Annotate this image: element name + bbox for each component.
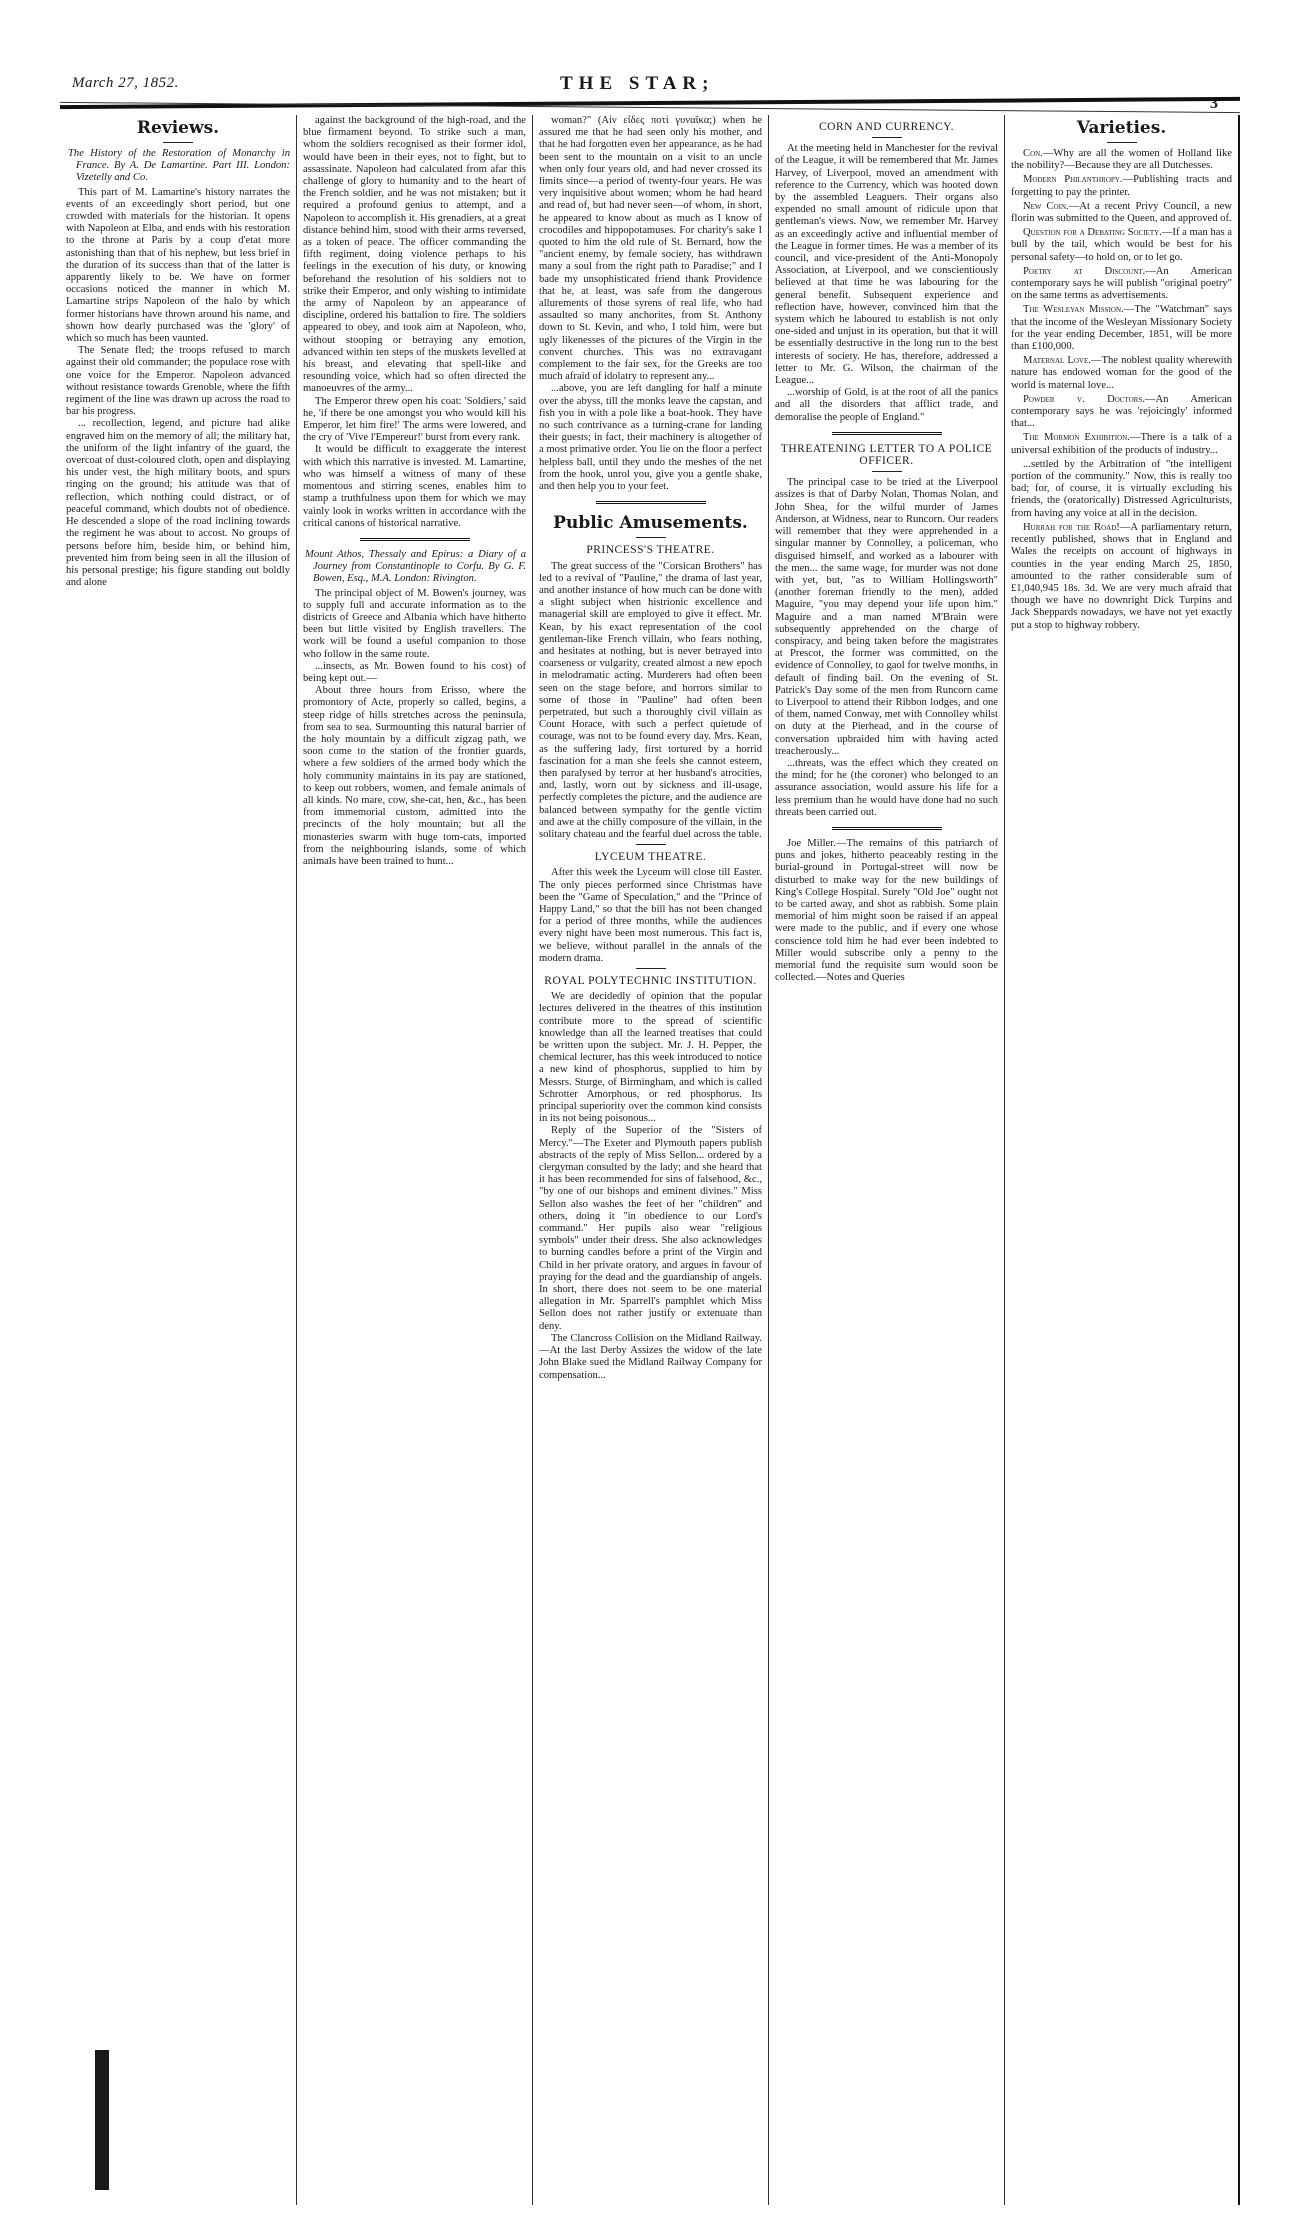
paragraph-joe-miller: Joe Miller.—The remains of this patriarch of puns and jokes, hitherto peaceably resting in the burial-ground in Portugal-street will now be disturbed to make way for the new buildings of King's College Hospital. Surely "Old Joe" ought not to be carted away, and shot as rabbish. Some plain memorial of him might soon be raised if an appeal were made to the public, and if every one whose conscience told him he had ever been indebted to Miller would subscribe only a penny to the memorial fund the requisite sum would soon be collected.—Notes and Queries [775, 837, 998, 984]
variety-item: Con.—Why are all the women of Holland like the nobility?—Because they are all Dutchesses. [1011, 148, 1232, 172]
section-heading-public-amusements: Public Amusements. [553, 513, 748, 534]
column-reviews-cont [296, 115, 532, 2205]
column-varieties [1004, 115, 1240, 2205]
paragraph: ... recollection, legend, and picture had alike engraved him on the memory of all; the military hat, the uniform of the light infantry of the guard, the overcoat of dust-coloured cloth, open and displaying his under vest, the high military boots, and spurs ringing on the ground; his attitude was that of reflection, which nothing could distract, or of peaceful command, which doubts not of obedience. He descended a slope of the road inclining towards the regiment he was about to accost. No groups of persons before him, beside him, or behind him, prevented him from being seen in all the illusion of his personal prestige; his figure standing out boldly and alone [66, 418, 290, 589]
book-title: The History of the Restoration of Monarchy in France. By A. De Lamartine. Part III. London: Vizetelly and Co. [68, 148, 290, 184]
paragraph: The great success of the "Corsican Brothers" has led to a revival of "Pauline," the drama of last year, and another instance of how much can be done with a slight subject when histrionic excellence and managerial skill are employed to give it effect. Mr. Kean, by his exact representation of the cool gentleman-like French villain, who fears nothing, and hesitates at nothing, but is never betrayed into coarseness or vulgarity, created almost a new epoch in melodramatic acting. Murderers had often been seen on the stage before, and horrors similar to some of those in "Pauline" had often been perpetrated, but such a thoroughly civil villain as Count Horace, with such a perfect quietude of courage, was not to be found every day. Mrs. Kean, as the suffering lady, first tortured by a horrid fascination for a man she feels she cannot esteem, then paralysed by terror at her husband's atrocities, and, lastly, worn out by sickness and ill-usage, perfectly completes the picture, and the audience are balanced between sympathy for the gentle victim and awe at the chilly composure of the villain, in the solitary chateau and the fearful duel across the table. [539, 560, 762, 840]
subheading-lyceum-theatre: LYCEUM THEATRE. [594, 851, 707, 864]
divider-rule [360, 538, 470, 541]
columns [60, 115, 1240, 2205]
paragraph: ...above, you are left dangling for half a minute over the abyss, till the monks leave the capstan, and fish you in with a pole like a boat-hook. They have no such contrivance as a turning-crane for landing their guests; in fact, their machinery is altogether of a most primative order. You lie on the floor a perfect helpless ball, until they undo the meshes of the net from the hook, unrol you, give you a gentle shake, and then help you to your feet. [539, 383, 762, 493]
masthead [60, 75, 1240, 115]
divider-rule [832, 827, 942, 830]
paragraph: The Senate fled; the troops refused to march against their old commander; the populace rose with one voice for the Emperor. Napoleon advanced without resistance towards Grenoble, where the fifth regiment of the line was drawn up across the road to bar his progress. [66, 345, 290, 418]
paragraph: The principal object of M. Bowen's journey, was to supply full and accurate information as to the districts of Greece and Albania which have hitherto been but little visited by English travellers. The work will be found a useful companion to those who follow in the same route. [303, 587, 526, 660]
issue-date: March 27, 1852. [72, 75, 179, 91]
paragraph: We are decidedly of opinion that the popular lectures delivered in the theatres of this institution contribute more to the spread of scientific knowledge than all the learned treatises that could be written upon the subject. Mr. J. H. Pepper, the chemical lecturer, has this week introduced to notice a new kind of phosphorus, supplied to him by Messrs. Sturge, of Birmingham, and which is called Schrotter Amorphous, or red phosphorus. Its principal superiority over the common kind consists in its not being poisonous... [539, 991, 762, 1125]
binding-edge [95, 2050, 109, 2190]
divider [636, 844, 666, 845]
variety-item: Powder v. Doctors.—An American contemporary says he was 'rejoicingly' informed that... [1011, 393, 1232, 430]
section-heading-corn-currency: CORN AND CURRENCY. [819, 121, 954, 133]
paragraph: Reply of the Superior of the "Sisters of Mercy."—The Exeter and Plymouth papers publish abstracts of the reply of Miss Sellon... ordered by a clergyman consulted by the lady; and she heard that it has been recommended for sins of falsehood, &c., "by one of our bishops and eminent divines." Miss Sellon also washes the feet of her "children" and others, doing it "in obedience to our Lord's command." Her pupils also wear "religious symbols" under their dress. She also acknowledges to burning candles before a print of the Virgin and Child in her private oratory, and argues in favour of praying for the dead and the guardianship of angels. In short, there does not seem to be one material allegation in Mr. Sparrell's pamphlet which Miss Sellon does not rather justify or extenuate than deny. [539, 1125, 762, 1332]
page-number: 3 [1210, 95, 1218, 112]
paragraph: The Clancross Collision on the Midland Railway.—At the last Derby Assizes the widow of the late John Blake sued the Midland Railway Company for compensation... [539, 1332, 762, 1381]
divider-rule [832, 432, 942, 435]
paragraph: At the meeting held in Manchester for the revival of the League, it will be remembered that Mr. James Harvey, of Liverpool, moved an amendment with reference to the Currency, which was hooted down by the assembled Leaguers. Their organs also expended no small amount of ridicule upon that gentleman's views. Now, we remember Mr. Harvey as an exceedingly active and influential member of the League in former times. He was a member of its council, and vice-president of the Anti-Monopoly Association, at Liverpool, and we conscientiously believed at that time he was labouring for the general benefit. Subsequent experience and reflection have, however, convinced him that the system which he laboured to establish is not only one-sided and unjust in its operation, but that it will be essentially destructive in the long run to the best interests of society. He has, therefore, addressed a letter to Mr. G. Wilson, the chairman of the League... [775, 143, 998, 387]
divider [636, 537, 666, 538]
section-heading-threatening-letter: THREATENING LETTER TO A POLICE OFFICER. [780, 442, 993, 468]
paragraph: This part of M. Lamartine's history narrates the events of an exceedingly short period, but one crowded with materials for the historian. It opens with Napoleon at Elba, and ends with his restoration to the throne at Paris by a coup d'etat more astonishing than that of his nephew, but less brief in the duration of its success than that of the latter is apparently likely to be. We have on former occasions noticed the manner in which M. Lamartine strips Napoleon of the halo by which former historians have thrown around his name, and shown how dearly purchased was the 'glory' of which so much has been vaunted. [66, 186, 290, 345]
newspaper-title: THE STAR; [560, 73, 715, 94]
divider [1107, 142, 1137, 143]
variety-item: Question for a Debating Society.—If a man has a bull by the tail, which would be best for his personal safety—to hold on, or to let go. [1011, 227, 1232, 263]
paragraph: ...insects, as Mr. Bowen found to his cost) of being kept out.— [303, 660, 526, 684]
paragraph: ...threats, was the effect which they created on the mind; for he (the coroner) who belonged to an assurance association, would assure his life for a less premium than he would have done had no such threats been carried out. [775, 757, 998, 818]
paragraph: The Emperor threw open his coat: 'Soldiers,' said he, 'if there be one amongst you who would kill his Emperor, let him fire!' The arms were lowered, and the cry of 'Vive l'Empereur!' burst from every rank. [303, 395, 526, 444]
column-corn-currency [768, 115, 1004, 2205]
paragraph: woman?" (Αἰν εἶδες ποτὶ γυναῖκα;) when he assured me that he had seen only his mother, and that he had forgotten even her appearance, as he had been sent to the mountain on a visit to an uncle when only four years old, and had never crossed its limits since—a period of twenty-four years. He was very inquisitive about women; whom he had heard and read of, but had never seen—of whom, in short, he appeared to know about as much as I know of crocodiles and hippopotamuses. For charity's sake I quoted to him the old rule of St. Bernard, how the "ancient enemy, by female society, has withdrawn many a soul from the right path to Paradise;" and I bade my unsophisticated friend thank Providence that he, at least, was safe from the dangerous allurements of those syrens of real life, who had assaulted so many anchorites, from St. Anthony down to St. Kevin, and who, I told him, were but ugly likenesses of the pictures of the Virgin in the convent churches. This was no extravagant complement to the fair sex, for the Greeks are too much afraid of idolatry to represent any... [539, 115, 762, 383]
variety-item: The Mormon Exhibition.—There is a talk of a universal exhibition of the products of industry... [1011, 432, 1233, 456]
divider-rule [596, 501, 706, 504]
variety-item: New Coin.—At a recent Privy Council, a new florin was submitted to the Queen, and approved of. [1011, 200, 1233, 225]
variety-item: Maternal Love.—The noblest quality wherewith nature has endowed woman for the good of the world is maternal love... [1011, 355, 1232, 391]
column-amusements [532, 115, 768, 2205]
subheading-princess-theatre: PRINCESS'S THEATRE. [586, 544, 715, 557]
section-heading-reviews: Reviews. [136, 118, 220, 138]
divider [872, 137, 902, 138]
divider [872, 471, 902, 472]
paragraph: ...worship of Gold, is at the root of all the panics and all the disorders that afflict trade, and demoralise the people of England." [775, 387, 998, 423]
paragraph: It would be difficult to exaggerate the interest with which this narrative is invested. M. Lamartine, who was himself a witness of many of these momentous and stirring scenes, enables him to stamp a truthfulness upon them for which we may vainly look in works written in accordance with the critical canons of historical narrative. [303, 444, 526, 529]
divider [636, 968, 666, 969]
variety-item: Hurrah for the Road!—A parliamentary return, recently published, shows that in England and Wales the receipts on account of highways in counties in the year ending March 25, 1850, amounted to the rather considerable sum of £1,040,945 18s. 3d. We are very much afraid that though we have no downright Dick Turpins and Jack Sheppards nowadays, we have not yet exactly put a stop to highway robbery. [1011, 521, 1232, 631]
variety-item: Poetry at Discount.—An American contemporary says he will publish "original poetry" on the same terms as advertisements. [1011, 265, 1232, 302]
paragraph: About three hours from Erisso, where the promontory of Acte, properly so called, begins, a steep ridge of hills stretches across the peninsula, from sea to sea. Surmounting this natural barrier of the holy mountain by a difficult zigzag path, we soon come to the station of the frontier guards, where a few soldiers of the armed body which the holy community maintains in its pay are stationed, to keep out robbers, women, and female animals of all kinds. No mare, cow, she-cat, hen, &c., has been from immemorial custom, admitted into the precincts of the holy mountain; but all the monasteries swarm with huge tom-cats, imported from the neighbouring islands, some of which animals have been trained to hunt... [303, 685, 526, 867]
column-reviews [60, 115, 296, 2205]
variety-item: The Wesleyan Mission.—The "Watchman" says that the income of the Wesleyan Missionary Society for the year ending December, 1851, will be more than £100,000. [1011, 304, 1232, 353]
divider [163, 142, 193, 143]
subheading-polytechnic: ROYAL POLYTECHNIC INSTITUTION. [544, 975, 757, 987]
variety-item: ...settled by the Arbitration of "the intelligent portion of the community." Now, this is really too bad; for, of course, it is virtually excluding his friends, the (oratorically) Distressed Agriculturists, from having any voice at all in the decision. [1011, 458, 1232, 519]
paragraph: The principal case to be tried at the Liverpool assizes is that of Darby Nolan, Thomas Nolan, and John Shea, for the wilful murder of James Anderson, at Widness, near to Runcorn. Our readers will remember that they were apprehended in a singular manner by Connolley, a policeman, who disguised himself, and worked as a labourer with the men... the same wage, for murder was not done with yet, but, "as to William Hollingsworth" (another foreman friendly to the men), added Maguire, "you may depend your life upon him." Maguire and a man named M'Brain were subsequently apprehended on the charge of conspiracy, and being taken before the magistrates at Prescot, the former was committed, on the evidence of Connolley, to gaol for twelve months, in default of finding bail. On the evening of St. Patrick's Day some of the men from Runcorn came to Liverpool to attend their Ribbon lodges, and one of them, named Conway, met with Connolley whilst on duty at the Pierhead, and in the course of conversation upbraided him with having acted treacherously... [775, 477, 998, 757]
book-title: Mount Athos, Thessaly and Epirus: a Diary of a Journey from Constantinople to Corfu. By G. F. Bowen, Esq., M.A. London: Rivington. [305, 548, 526, 585]
newspaper-page [60, 75, 1240, 2205]
variety-item: Modern Philanthropy.—Publishing tracts and forgetting to pay the printer. [1011, 174, 1232, 198]
paragraph: After this week the Lyceum will close till Easter. The only pieces performed since Christmas have been the "Game of Speculation," and the "Prince of Happy Land," so that the bill has not been changed for a period of three months, while the audiences every night have been most numerous. This fact is, we believe, without parallel in the annals of the modern drama. [539, 867, 762, 964]
section-heading-varieties: Varieties. [1076, 118, 1167, 138]
paragraph: against the background of the high-road, and the blue firmament beyond. To strike such a man, whom the soldiers recognised as their former idol, would have been in their eyes, not to fight, but to assassinate. Napoleon had calculated from afar this challenge of glory to humanity and to the heart of the French soldier, and he was not mistaken; but it required a profound genius to attempt, and a Napoleon to accomplish it. His grenadiers, at a great distance behind him, stood with their arms reversed, as a token of peace. The officer commanding the fifth regiment, doing violence perhaps to his feelings in the execution of his duty, or knowing beforehand the resolution of his soldiers not to strike their Emperor, and only wishing to intimidate the army of Napoleon by an appearance of discipline, ordered his battalion to fire. The soldiers appeared to obey, and took aim at Napoleon, who, without stooping or betraying any emotion, advanced within ten steps of the muskets levelled at his breast, and elevating that spell-like and resounding voice, which had so often directed the manoeuvres of the army... [303, 115, 526, 395]
